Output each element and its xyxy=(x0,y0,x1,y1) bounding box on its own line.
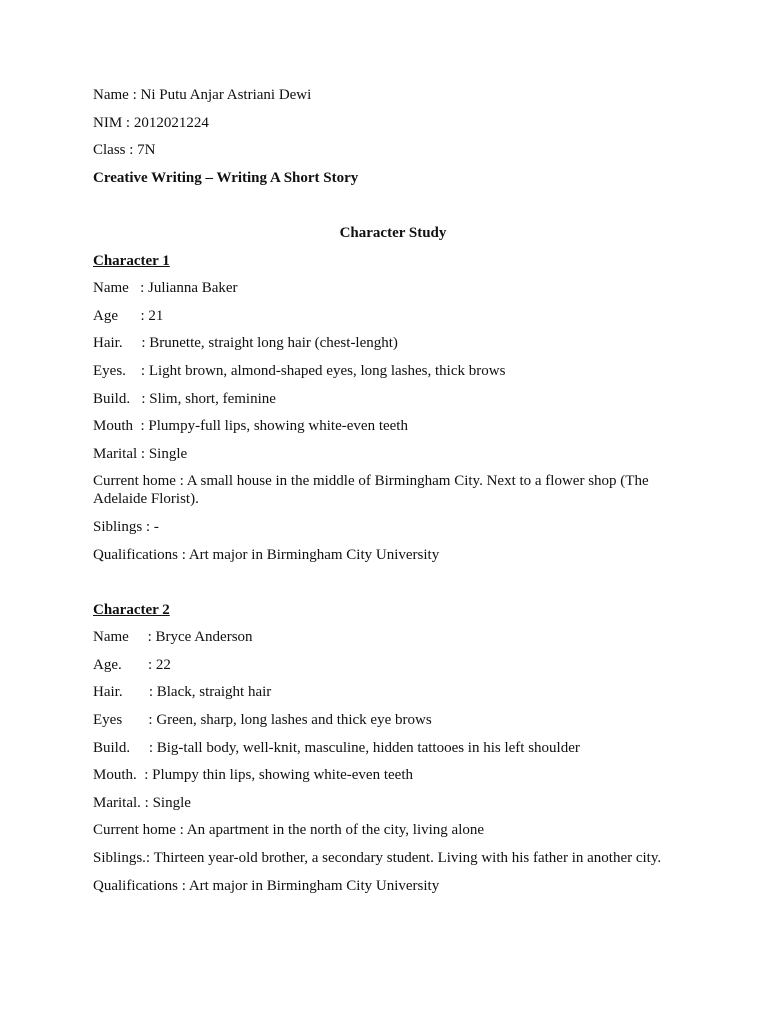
character-1-heading: Character 1 xyxy=(93,252,170,269)
character-1-build: Build. : Slim, short, feminine xyxy=(93,390,276,407)
character-1-name: Name : Julianna Baker xyxy=(93,280,238,297)
character-1-current-home: Current home : A small house in the middle of Birmingham City. Next to a flower shop (The Adelaide Florist). xyxy=(93,473,649,508)
character-1-mouth: Mouth : Plumpy-full lips, showing white-even teeth xyxy=(93,418,408,435)
character-2-section xyxy=(93,601,693,895)
course-title: Creative Writing – Writing A Short Story xyxy=(93,169,359,186)
character-2-marital: Marital. : Single xyxy=(93,794,191,811)
spacer xyxy=(93,573,693,601)
character-1-age: Age : 21 xyxy=(93,307,164,324)
character-1-hair: Hair. : Brunette, straight long hair (chest-lenght) xyxy=(93,335,398,352)
document-page xyxy=(93,86,693,904)
character-2-build: Build. : Big-tall body, well-knit, masculine, hidden tattooes in his left shoulder xyxy=(93,739,580,756)
character-1-section xyxy=(93,252,693,564)
character-2-mouth: Mouth. : Plumpy thin lips, showing white-even teeth xyxy=(93,767,413,784)
character-1-qualifications: Qualifications : Art major in Birmingham City University xyxy=(93,546,440,563)
character-2-hair: Hair. : Black, straight hair xyxy=(93,684,272,701)
document-title: Character Study xyxy=(339,224,447,241)
spacer xyxy=(93,196,693,224)
character-2-eyes: Eyes : Green, sharp, long lashes and thick eye brows xyxy=(93,712,432,729)
character-2-current-home: Current home : An apartment in the north of the city, living alone xyxy=(93,822,485,839)
character-2-qualifications: Qualifications : Art major in Birmingham City University xyxy=(93,877,440,894)
character-1-eyes: Eyes. : Light brown, almond-shaped eyes, long lashes, thick brows xyxy=(93,362,506,379)
student-class: Class : 7N xyxy=(93,142,156,159)
character-2-age: Age. : 22 xyxy=(93,656,171,673)
student-name: Name : Ni Putu Anjar Astriani Dewi xyxy=(93,87,312,103)
character-1-siblings: Siblings : - xyxy=(93,518,159,535)
student-nim: NIM : 2012021224 xyxy=(93,114,209,131)
character-2-siblings: Siblings.: Thirteen year-old brother, a secondary student. Living with his father in another city. xyxy=(93,850,662,867)
character-1-marital: Marital : Single xyxy=(93,445,188,462)
character-2-heading: Character 2 xyxy=(93,601,170,618)
character-2-name: Name : Bryce Anderson xyxy=(93,629,253,646)
